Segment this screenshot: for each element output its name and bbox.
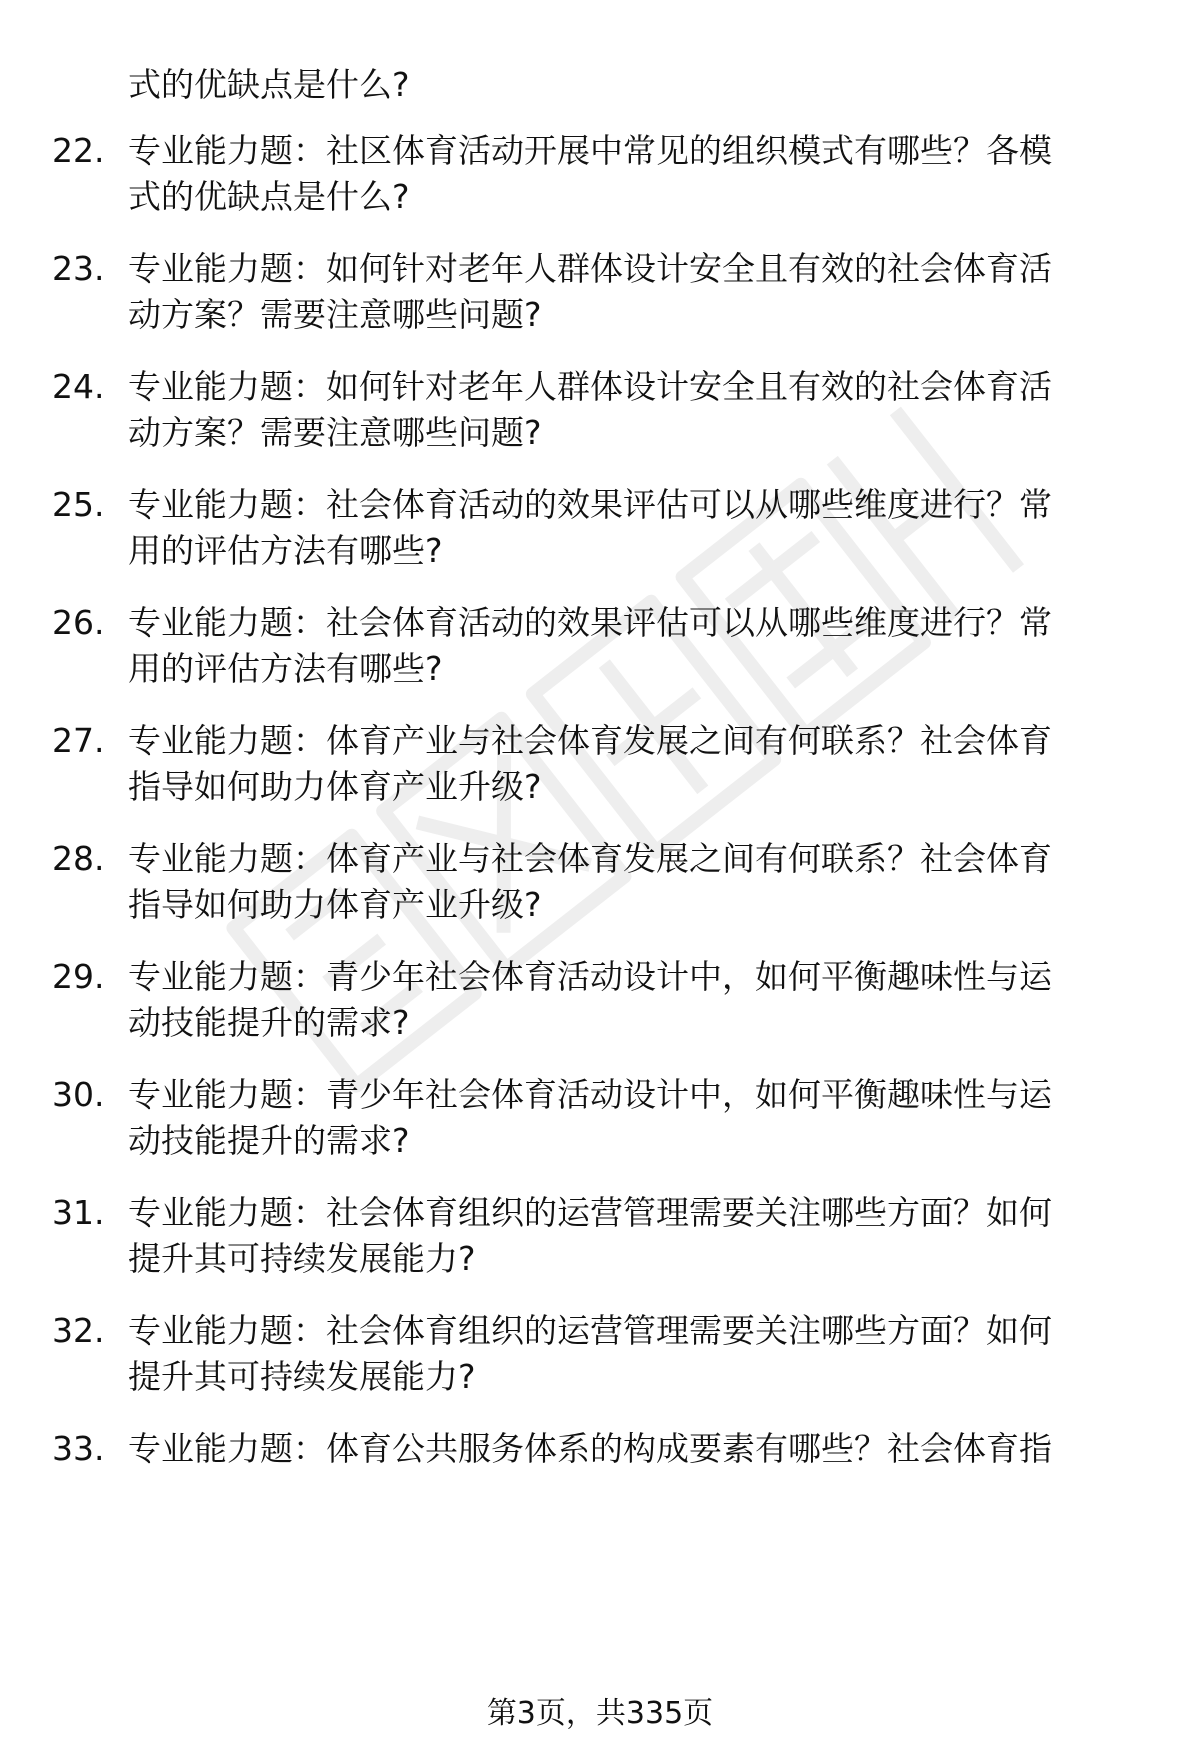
question-number: 22. [52, 131, 105, 170]
question-number: 27. [52, 721, 105, 760]
question-item [0, 600, 1200, 700]
question-text: 专业能力题：社会体育组织的运营管理需要关注哪些方面？如何 提升其可持续发展能力? [128, 1311, 1052, 1396]
question-item [0, 246, 1200, 346]
question-text: 专业能力题：如何针对老年人群体设计安全且有效的社会体育活 动方案？需要注意哪些问题? [128, 249, 1052, 334]
question-text: 专业能力题：青少年社会体育活动设计中，如何平衡趣味性与运 动技能提升的需求? [128, 1075, 1052, 1160]
question-item [0, 1190, 1200, 1290]
question-text: 专业能力题：体育产业与社会体育发展之间有何联系？社会体育 指导如何助力体育产业升级? [128, 721, 1052, 806]
page-footer: 第3页，共335页 [486, 1696, 714, 1731]
question-number: 23. [52, 249, 105, 288]
question-number: 29. [52, 957, 105, 996]
question-item [0, 364, 1200, 464]
question-number: 28. [52, 839, 105, 878]
question-item [0, 128, 1200, 228]
question-text: 专业能力题：体育公共服务体系的构成要素有哪些？社会体育指 [128, 1429, 1052, 1468]
question-number: 24. [52, 367, 105, 406]
question-number: 31. [52, 1193, 105, 1232]
question-text: 专业能力题：社区体育活动开展中常见的组织模式有哪些？各模 式的优缺点是什么? [128, 131, 1052, 216]
question-item [0, 954, 1200, 1054]
question-item [0, 718, 1200, 818]
question-item [0, 1072, 1200, 1172]
question-item [0, 836, 1200, 936]
question-number: 25. [52, 485, 105, 524]
question-text: 专业能力题：社会体育活动的效果评估可以从哪些维度进行？常 用的评估方法有哪些? [128, 603, 1052, 688]
question-number: 26. [52, 603, 105, 642]
question-text: 专业能力题：社会体育组织的运营管理需要关注哪些方面？如何 提升其可持续发展能力? [128, 1193, 1052, 1278]
question-text: 专业能力题：体育产业与社会体育发展之间有何联系？社会体育 指导如何助力体育产业升级? [128, 839, 1052, 924]
question-number: 32. [52, 1311, 105, 1350]
question-number: 30. [52, 1075, 105, 1114]
question-text: 专业能力题：青少年社会体育活动设计中，如何平衡趣味性与运 动技能提升的需求? [128, 957, 1052, 1042]
question-number: 33. [52, 1429, 105, 1468]
question-item [0, 1426, 1200, 1526]
question-text: 专业能力题：如何针对老年人群体设计安全且有效的社会体育活 动方案？需要注意哪些问题? [128, 367, 1052, 452]
question-item [0, 1308, 1200, 1408]
question-item [0, 482, 1200, 582]
continuation-text: 式的优缺点是什么? [128, 65, 410, 104]
question-text: 专业能力题：社会体育活动的效果评估可以从哪些维度进行？常 用的评估方法有哪些? [128, 485, 1052, 570]
